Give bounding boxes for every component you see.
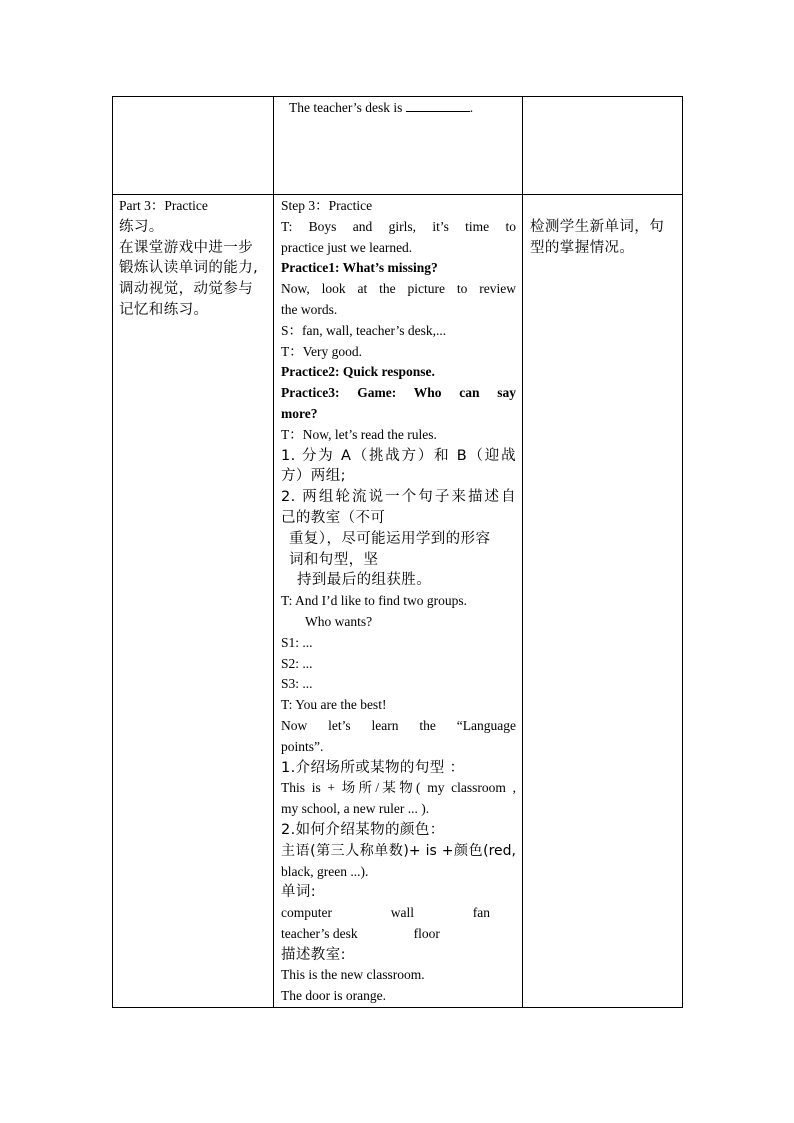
example-sentence: The door is orange. (281, 988, 386, 1004)
cell-row1-col1 (113, 97, 274, 195)
cell-assessment (523, 195, 683, 1008)
step-title: Step 3：Practice (281, 198, 373, 213)
cell-step3 (274, 195, 523, 1008)
language-point-heading: 2.如何介绍某物的颜色： (281, 821, 445, 838)
part-title: Part 3：Practice (119, 198, 208, 213)
vocab-word: wall (390, 905, 414, 921)
part-desc-line: 在课堂游戏中进一步 (119, 239, 254, 256)
text-line: practice just we learned. (281, 239, 413, 255)
vocab-word: floor (413, 925, 440, 941)
text-line: S：fan, wall, teacher’s desk,... (281, 322, 447, 338)
text-line: Who wants? (305, 613, 373, 629)
cell-row1-col2 (274, 97, 523, 195)
student-line: S2: ... (281, 655, 313, 671)
text-line: 主语(第三人称单数)+ is +颜色(red, (281, 842, 516, 859)
fill-in-sentence: The teacher’s desk is . (289, 100, 474, 115)
table-row (113, 97, 683, 195)
rule-line: 重复），尽可能运用学到的形容 (289, 530, 491, 547)
assessment-line: 检测学生新单词，句 (530, 219, 665, 235)
vocab-word: teacher’s desk (281, 925, 358, 941)
vocab-word: fan (472, 905, 490, 921)
rule-line: 己的教室（不可 (281, 509, 386, 526)
rule-line: 词和句型，坚 (289, 551, 379, 568)
text-line: T：Now, let’s read the rules. (281, 426, 437, 442)
text-line: T: And I’d like to find two groups. (281, 593, 468, 609)
part-desc-line: 调动视觉，动觉参与 (119, 281, 254, 298)
text-line: This is + 场所/某物( my classroom , (281, 780, 516, 796)
practice3-heading-cont: more? (281, 405, 318, 421)
example-sentence: This is the new classroom. (281, 967, 425, 983)
vocab-row (281, 903, 516, 924)
part-desc-line: 记忆和练习。 (119, 301, 209, 318)
rule-line: 方）两组; (281, 468, 346, 485)
text-line: points”. (281, 738, 324, 754)
part-desc-line: 锻炼认读单词的能力, (119, 260, 259, 277)
text-line: T: Boys and girls, it’s time to (281, 218, 516, 234)
text-line: the words. (281, 301, 338, 317)
text-line: my school, a new ruler ... ). (281, 801, 430, 817)
table-row (113, 195, 683, 1008)
language-point-heading: 1.介绍场所或某物的句型 ： (281, 759, 465, 776)
practice1-heading: Practice1: What’s missing? (281, 260, 438, 276)
text-line: Now let’s learn the “Language (281, 717, 516, 733)
rule-line: 2. 两组轮流说一个句子来描述自 (281, 489, 516, 506)
answer-blank (406, 99, 470, 112)
sentence-text: The teacher’s desk is (289, 100, 403, 115)
vocab-label: 单词: (281, 884, 317, 901)
text-line: black, green ...). (281, 863, 369, 879)
student-line: S1: ... (281, 634, 313, 650)
part-desc-line: 练习。 (119, 218, 164, 235)
assessment-line: 型的掌握情况。 (530, 239, 635, 256)
student-line: S3: ... (281, 676, 313, 692)
text-line: Now, look at the picture to review (281, 281, 516, 297)
describe-label: 描述教室: (281, 946, 346, 963)
practice3-heading: Practice3: Game: Who can say (281, 385, 516, 401)
practice2-heading: Practice2: Quick response. (281, 364, 435, 380)
text-line: T: You are the best! (281, 697, 387, 713)
rule-line: 持到最后的组获胜。 (297, 572, 432, 589)
vocab-word: computer (281, 905, 332, 921)
text-line: T：Very good. (281, 343, 362, 359)
rule-line: 1. 分为 A（挑战方）和 B（迎战 (281, 447, 516, 464)
lesson-plan-table (112, 96, 683, 1008)
cell-row1-col3 (523, 97, 683, 195)
cell-part3 (113, 195, 274, 1008)
vocab-row (281, 924, 516, 945)
